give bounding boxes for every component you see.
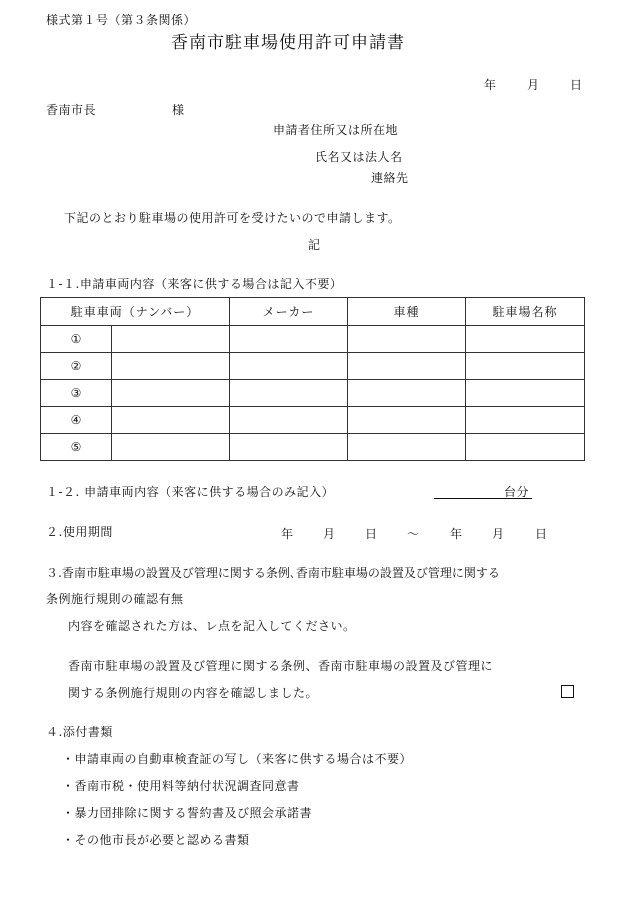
applicant-address-label[interactable]: 申請者住所又は所在地 bbox=[273, 123, 399, 137]
section-3-statement-line1: 香南市駐車場の設置及び管理に関する条例、香南市駐車場の設置及び管理に bbox=[68, 659, 494, 673]
date-month[interactable]: 月 bbox=[527, 78, 540, 92]
model-cell[interactable] bbox=[348, 434, 466, 461]
form-number: 様式第１号（第３条関係） bbox=[46, 13, 197, 27]
addressee-honorific: 様 bbox=[172, 103, 185, 117]
section-3-heading-line2: 条例施行規則の確認有無 bbox=[46, 592, 184, 606]
section-3-instruction: 内容を確認された方は、レ点を記入してください。 bbox=[68, 619, 356, 633]
table-row bbox=[41, 353, 585, 380]
model-cell[interactable] bbox=[348, 380, 466, 407]
to-day[interactable]: 日 bbox=[535, 527, 548, 541]
table-row bbox=[41, 434, 585, 461]
addressee-name: 香南市長 bbox=[46, 103, 97, 117]
row-number: ⑤ bbox=[41, 434, 112, 461]
column-header-plate: 駐車車両（ナンバー） bbox=[41, 298, 230, 326]
maker-cell[interactable] bbox=[230, 434, 348, 461]
vehicle-count-unit: 台分 bbox=[504, 485, 530, 499]
applicant-contact-label[interactable]: 連絡先 bbox=[371, 171, 409, 185]
column-header-lot: 駐車場名称 bbox=[466, 298, 585, 326]
plate-cell[interactable] bbox=[112, 326, 230, 353]
attachment-item: ・暴力団排除に関する誓約書及び照会承諾書 bbox=[62, 806, 313, 820]
to-month[interactable]: 月 bbox=[492, 527, 505, 541]
attachment-item: ・その他市長が必要と認める書類 bbox=[62, 833, 250, 847]
table-row bbox=[41, 326, 585, 353]
column-header-maker: メーカー bbox=[230, 298, 348, 326]
page-title: 香南市駐車場使用許可申請書 bbox=[171, 33, 405, 53]
to-year[interactable]: 年 bbox=[450, 527, 463, 541]
maker-cell[interactable] bbox=[230, 407, 348, 434]
lot-cell[interactable] bbox=[466, 407, 585, 434]
section-3-heading-line1: ３.香南市駐車場の設置及び管理に関する条例､香南市駐車場の設置及び管理に関する bbox=[46, 566, 500, 580]
lot-cell[interactable] bbox=[466, 434, 585, 461]
model-cell[interactable] bbox=[348, 353, 466, 380]
plate-cell[interactable] bbox=[112, 353, 230, 380]
column-header-model: 車種 bbox=[348, 298, 466, 326]
plate-cell[interactable] bbox=[112, 380, 230, 407]
period-tilde: ～ bbox=[407, 527, 420, 541]
row-number: ① bbox=[41, 326, 112, 353]
date-year[interactable]: 年 bbox=[484, 78, 497, 92]
row-number: ② bbox=[41, 353, 112, 380]
lot-cell[interactable] bbox=[466, 353, 585, 380]
lot-cell[interactable] bbox=[466, 380, 585, 407]
model-cell[interactable] bbox=[348, 407, 466, 434]
section-2-heading: ２.使用期間 bbox=[46, 525, 113, 539]
applicant-name-label[interactable]: 氏名又は法人名 bbox=[315, 150, 403, 164]
from-year[interactable]: 年 bbox=[281, 527, 294, 541]
section-4-heading: ４.添付書類 bbox=[46, 725, 113, 739]
table-row bbox=[41, 407, 585, 434]
maker-cell[interactable] bbox=[230, 353, 348, 380]
maker-cell[interactable] bbox=[230, 380, 348, 407]
from-day[interactable]: 日 bbox=[365, 527, 378, 541]
row-number: ③ bbox=[41, 380, 112, 407]
lot-cell[interactable] bbox=[466, 326, 585, 353]
date-day[interactable]: 日 bbox=[570, 78, 583, 92]
plate-cell[interactable] bbox=[112, 434, 230, 461]
vehicle-table bbox=[40, 297, 585, 461]
ki-label: 記 bbox=[308, 238, 321, 252]
section-1-2-heading: １-２. 申請車両内容（来客に供する場合のみ記入） bbox=[46, 485, 335, 499]
plate-cell[interactable] bbox=[112, 407, 230, 434]
row-number: ④ bbox=[41, 407, 112, 434]
confirmation-checkbox[interactable] bbox=[561, 685, 574, 698]
attachment-item: ・申請車両の自動車検査証の写し（来客に供する場合は不要） bbox=[62, 752, 413, 766]
maker-cell[interactable] bbox=[230, 326, 348, 353]
from-month[interactable]: 月 bbox=[323, 527, 336, 541]
attachment-item: ・香南市税・使用料等納付状況調査同意書 bbox=[62, 779, 300, 793]
model-cell[interactable] bbox=[348, 326, 466, 353]
intro-text: 下記のとおり駐車場の使用許可を受けたいので申請します。 bbox=[64, 211, 401, 225]
table-row bbox=[41, 380, 585, 407]
vehicle-table-header bbox=[41, 298, 585, 326]
section-1-1-heading: １-１.申請車両内容（来客に供する場合は記入不要） bbox=[46, 277, 343, 291]
section-3-statement-line2: 関する条例施行規則の内容を確認しました。 bbox=[68, 686, 319, 700]
